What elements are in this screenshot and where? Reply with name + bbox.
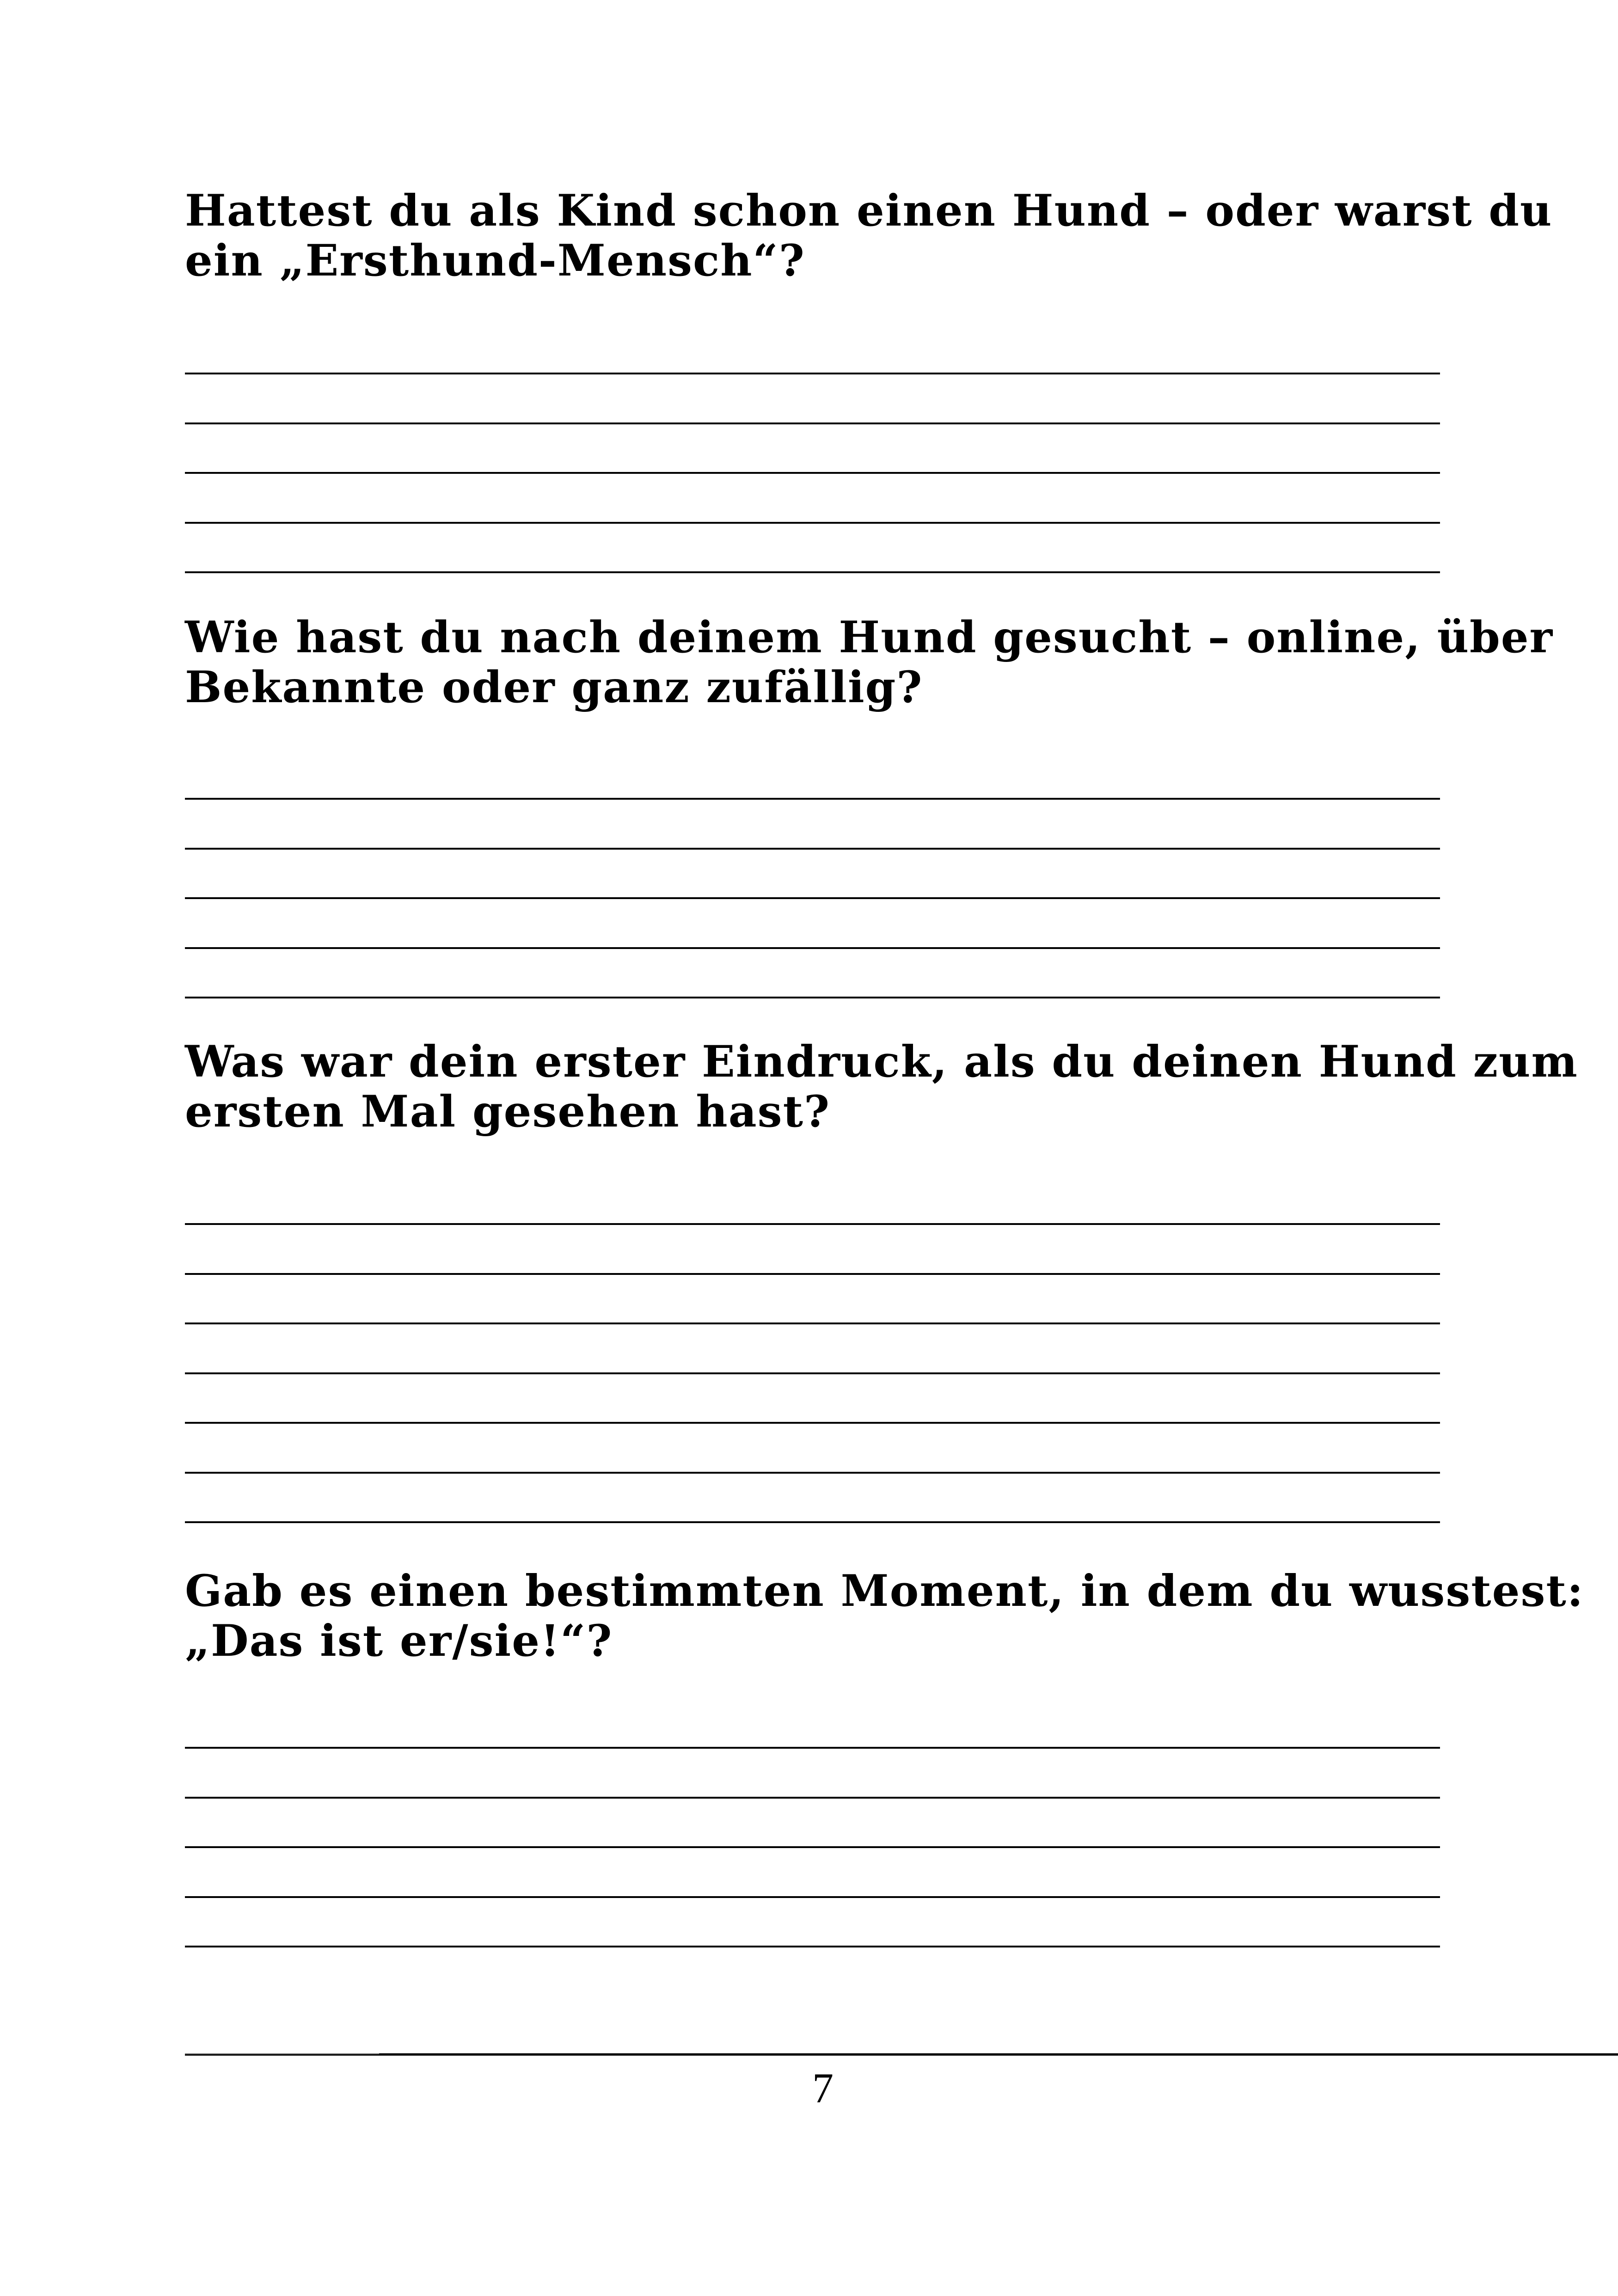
- answer-line[interactable]: [185, 1372, 1440, 1374]
- question-3-line-1: Was war dein erster Eindruck, als du deinen Hund zum: [185, 1036, 1578, 1087]
- answer-line[interactable]: [185, 897, 1440, 899]
- answer-line[interactable]: [185, 1422, 1440, 1424]
- question-2: [185, 612, 1554, 713]
- answer-line[interactable]: [185, 472, 1440, 474]
- answer-line[interactable]: [185, 1521, 1440, 1523]
- answer-line[interactable]: [185, 1946, 1440, 1947]
- question-1-line-2: ein „Ersthund-Mensch“?: [185, 235, 805, 286]
- answer-line[interactable]: [185, 373, 1440, 374]
- question-4: [185, 1566, 1584, 1666]
- answer-line[interactable]: [185, 848, 1440, 850]
- question-2-line-2: Bekannte oder ganz zufällig?: [185, 662, 923, 713]
- answer-line[interactable]: [185, 1273, 1440, 1275]
- answer-line[interactable]: [185, 798, 1440, 800]
- answer-line[interactable]: [185, 1797, 1440, 1799]
- answer-line[interactable]: [185, 522, 1440, 524]
- answer-line[interactable]: [185, 1322, 1440, 1324]
- question-1: [185, 185, 1553, 286]
- answer-line[interactable]: [185, 1472, 1440, 1474]
- question-3: [185, 1036, 1578, 1137]
- question-3-line-2: ersten Mal gesehen hast?: [185, 1086, 831, 1137]
- answer-line[interactable]: [185, 1846, 1440, 1848]
- answer-line[interactable]: [185, 1747, 1440, 1749]
- answer-line[interactable]: [185, 947, 1440, 949]
- answer-line[interactable]: [185, 422, 1440, 424]
- question-2-line-1: Wie hast du nach deinem Hund gesucht – online, über: [185, 612, 1554, 663]
- question-4-line-1: Gab es einen bestimmten Moment, in dem du wusstest:: [185, 1566, 1584, 1616]
- page-number: 7: [812, 2064, 834, 2112]
- answer-line[interactable]: [185, 571, 1440, 573]
- answer-line[interactable]: [185, 1223, 1440, 1225]
- question-4-line-2: „Das ist er/sie!“?: [185, 1616, 613, 1666]
- answer-line[interactable]: [185, 1896, 1440, 1898]
- footer-divider: [185, 2053, 1618, 2056]
- question-1-line-1: Hattest du als Kind schon einen Hund – oder warst du: [185, 185, 1553, 236]
- answer-line[interactable]: [185, 997, 1440, 998]
